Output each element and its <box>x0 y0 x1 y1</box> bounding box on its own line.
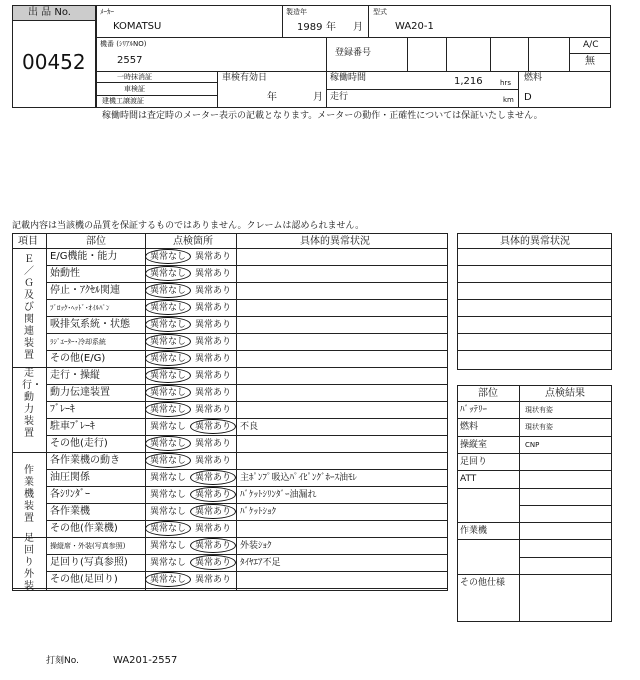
row-detail: 主ﾎﾟﾝﾌﾟ吸込ﾊﾟｲﾋﾟﾝｸﾞﾎｰｽ油ﾓﾚ <box>240 473 358 483</box>
result-value: 現状有姿 <box>525 406 553 414</box>
abnormal-option: 異常あり <box>195 456 232 466</box>
normal-option: 異常なし <box>150 286 187 296</box>
result-part: 燃料 <box>460 422 479 433</box>
normal-option: 異常なし <box>150 473 187 483</box>
abnormal-option: 異常あり <box>195 303 232 313</box>
normal-option: 異常なし <box>150 337 187 347</box>
normal-option: 異常なし <box>150 405 187 415</box>
row-part: 始動性 <box>50 268 80 279</box>
hours-label: 稼働時間 <box>330 73 367 83</box>
normal-option: 異常なし <box>150 303 187 313</box>
normal-option: 異常なし <box>150 507 187 517</box>
construction-cert-label: 建機工譲渡証 <box>102 97 144 105</box>
table-row <box>46 350 448 367</box>
normal-option: 異常なし <box>150 456 187 466</box>
abnormal-circle <box>190 538 236 553</box>
normal-circle <box>145 521 191 536</box>
group-label: 足回り外装 <box>24 532 34 592</box>
table-row <box>46 401 448 418</box>
abnormal-option: 異常あり <box>195 320 232 330</box>
result-part: その他仕様 <box>460 578 506 588</box>
row-part: E/G機能・能力 <box>50 251 118 262</box>
abnormal-option: 異常あり <box>195 507 232 517</box>
normal-circle <box>145 283 191 298</box>
inspection-cert-label: 車検証 <box>124 85 145 93</box>
ac-label: A/C <box>583 40 599 50</box>
normal-option: 異常なし <box>150 320 187 330</box>
result-row-line <box>519 505 612 506</box>
row-part: 各ｼﾘﾝﾀﾞｰ <box>50 489 90 500</box>
group-divider <box>12 588 448 589</box>
abnormal-option: 異常あり <box>195 405 232 415</box>
normal-circle <box>145 249 191 264</box>
maker-value: KOMATSU <box>113 21 162 32</box>
row-part: 油圧関係 <box>50 472 90 483</box>
row-part: その他(足回り) <box>50 574 118 585</box>
row-detail: ﾊﾞｹｯﾄｼﾘﾝﾀﾞｰ油漏れ <box>240 490 317 500</box>
detail-line <box>457 316 612 317</box>
abnormal-option: 異常あり <box>195 524 232 534</box>
row-part: その他(作業機) <box>50 523 118 534</box>
row-part: ﾌﾞﾚｰｷ <box>50 404 75 415</box>
normal-option: 異常なし <box>150 541 187 551</box>
col-part: 部位 <box>86 236 106 247</box>
normal-option: 異常なし <box>150 371 187 381</box>
travel-label: 走行 <box>330 92 349 102</box>
maker-label: ﾒｰｶｰ <box>100 8 114 16</box>
normal-option: 異常なし <box>150 439 187 449</box>
normal-option: 異常なし <box>150 422 187 432</box>
normal-option: 異常なし <box>150 490 187 500</box>
result-row-line <box>457 488 612 489</box>
detail-line <box>457 350 612 351</box>
result-value: CNP <box>525 440 540 449</box>
abnormal-option: 異常あり <box>195 422 232 432</box>
row-detail: 不良 <box>240 422 259 432</box>
table-row <box>46 333 448 350</box>
abnormal-option: 異常あり <box>195 388 232 398</box>
row-part: 操縦席・外装(写真参照) <box>50 542 126 550</box>
lot-number: 00452 <box>22 50 86 74</box>
reg-label: 登録番号 <box>335 48 372 58</box>
row-part: 走行・操縦 <box>50 370 100 381</box>
validity-month: 月 <box>313 92 323 103</box>
row-part: その他(走行) <box>50 438 108 449</box>
normal-option: 異常なし <box>150 252 187 262</box>
fuel-label: 燃料 <box>524 73 543 83</box>
table-row <box>46 367 448 384</box>
normal-option: 異常なし <box>150 354 187 364</box>
abnormal-circle <box>190 470 236 485</box>
result-row-line <box>457 418 612 419</box>
result-row-line <box>457 436 612 437</box>
result-row-line <box>457 522 612 523</box>
abnormal-option: 異常あり <box>195 490 232 500</box>
abnormal-option: 異常あり <box>195 575 232 585</box>
abnormal-option: 異常あり <box>195 371 232 381</box>
abnormal-option: 異常あり <box>195 439 232 449</box>
col-check: 点検箇所 <box>173 236 213 247</box>
validity-year: 年 <box>267 92 277 103</box>
right-detail-header: 具体的異常状況 <box>500 236 570 247</box>
detail-line <box>457 299 612 300</box>
table-row <box>46 265 448 282</box>
year-value: 1989 <box>297 22 323 33</box>
row-part: 各作業機 <box>50 506 90 517</box>
travel-unit: km <box>503 96 514 104</box>
row-detail: ﾊﾞｹｯﾄｼｮｸ <box>240 507 277 517</box>
detail-line <box>457 265 612 266</box>
abnormal-option: 異常あり <box>195 286 232 296</box>
result-part: ﾊﾞｯﾃﾘｰ <box>460 405 488 415</box>
result-row-line <box>457 574 612 575</box>
serial-value: 2557 <box>117 55 143 66</box>
abnormal-option: 異常あり <box>195 354 232 364</box>
normal-option: 異常なし <box>150 524 187 534</box>
normal-circle <box>145 351 191 366</box>
stamp-value: WA201-2557 <box>113 655 178 666</box>
normal-circle <box>145 453 191 468</box>
month-unit: 月 <box>353 22 363 33</box>
row-part: 足回り(写真参照) <box>50 557 128 568</box>
hours-unit: hrs <box>500 79 511 87</box>
result-value: 現状有姿 <box>525 423 553 432</box>
normal-circle <box>145 402 191 417</box>
normal-circle <box>145 572 191 587</box>
ac-value: 無 <box>585 56 595 67</box>
normal-option: 異常なし <box>150 558 187 568</box>
normal-circle <box>145 368 191 383</box>
group-label: Ｅ／Ｇ及び関連装置 <box>24 253 34 361</box>
abnormal-option: 異常あり <box>195 252 232 262</box>
row-part: 吸排気系統・状態 <box>50 319 130 330</box>
col-item: 項目 <box>18 236 38 247</box>
group-label: 作業機装置 <box>24 464 34 524</box>
row-part: 停止・ｱｸｾﾙ関連 <box>50 285 120 296</box>
year-label: 製造年 <box>286 8 307 16</box>
abnormal-option: 異常あり <box>195 337 232 347</box>
abnormal-circle <box>190 504 236 519</box>
detail-line <box>457 333 612 334</box>
result-row-line <box>457 453 612 454</box>
row-part: その他(E/G) <box>50 353 106 364</box>
abnormal-circle <box>190 555 236 570</box>
row-detail: ﾀｲﾔｴｱ不足 <box>240 558 281 568</box>
hours-value: 1,216 <box>454 76 483 87</box>
result-row-line <box>457 470 612 471</box>
col-detail: 具体的異常状況 <box>300 236 370 247</box>
meter-note: 稼働時間は査定時のメーター表示の記載となります。メーターの動作・正確性については保証いたしません。 <box>102 111 543 121</box>
row-part: ﾌﾞﾛｯｸ･ﾍｯﾄﾞ･ｵｲﾙﾊﾟﾝ <box>50 304 110 312</box>
normal-option: 異常なし <box>150 388 187 398</box>
row-part: 各作業機の動き <box>50 455 120 466</box>
model-label: 型式 <box>373 8 387 16</box>
result-part: 操縦室 <box>460 439 488 450</box>
stamp-label: 打刻No. <box>46 656 79 666</box>
normal-circle <box>145 334 191 349</box>
abnormal-option: 異常あり <box>195 473 232 483</box>
abnormal-option: 異常あり <box>195 541 232 551</box>
normal-circle <box>145 300 191 315</box>
abnormal-option: 異常あり <box>195 558 232 568</box>
row-detail: 外装ｼｮｸ <box>240 541 272 551</box>
year-unit: 年 <box>326 22 336 33</box>
normal-circle <box>145 317 191 332</box>
result-col-result: 点検結果 <box>545 388 585 399</box>
normal-option: 異常なし <box>150 269 187 279</box>
detail-line <box>457 282 612 283</box>
row-part: 駐車ﾌﾞﾚｰｷ <box>50 421 95 432</box>
row-part: 動力伝達装置 <box>50 387 110 398</box>
normal-option: 異常なし <box>150 575 187 585</box>
normal-circle <box>145 266 191 281</box>
lot-label: 出 品 No. <box>28 7 71 18</box>
abnormal-circle <box>190 419 236 434</box>
result-part: ATT <box>460 474 477 485</box>
normal-circle <box>145 385 191 400</box>
validity-label: 車検有効日 <box>222 73 268 83</box>
abnormal-option: 異常あり <box>195 269 232 279</box>
result-part: 作業機 <box>460 526 488 537</box>
result-part: 足回り <box>460 456 488 467</box>
group-label: 走行・動力装置 <box>22 367 42 439</box>
row-part: ﾗｼﾞｴｰﾀｰ･冷却系統 <box>50 338 106 346</box>
normal-circle <box>145 436 191 451</box>
result-row-line <box>519 557 612 558</box>
result-col-part: 部位 <box>478 388 498 399</box>
result-row-line <box>457 539 612 540</box>
abnormal-circle <box>190 487 236 502</box>
disclaimer: 記載内容は当該機の品質を保証するものではありません。クレームは認められません。 <box>12 221 365 231</box>
serial-label: 機番 (ｼﾘｱﾙNO) <box>100 40 147 48</box>
temp-cert-label: 一時抹消証 <box>117 73 152 81</box>
fuel-value: D <box>524 92 532 103</box>
model-value: WA20-1 <box>395 21 434 32</box>
